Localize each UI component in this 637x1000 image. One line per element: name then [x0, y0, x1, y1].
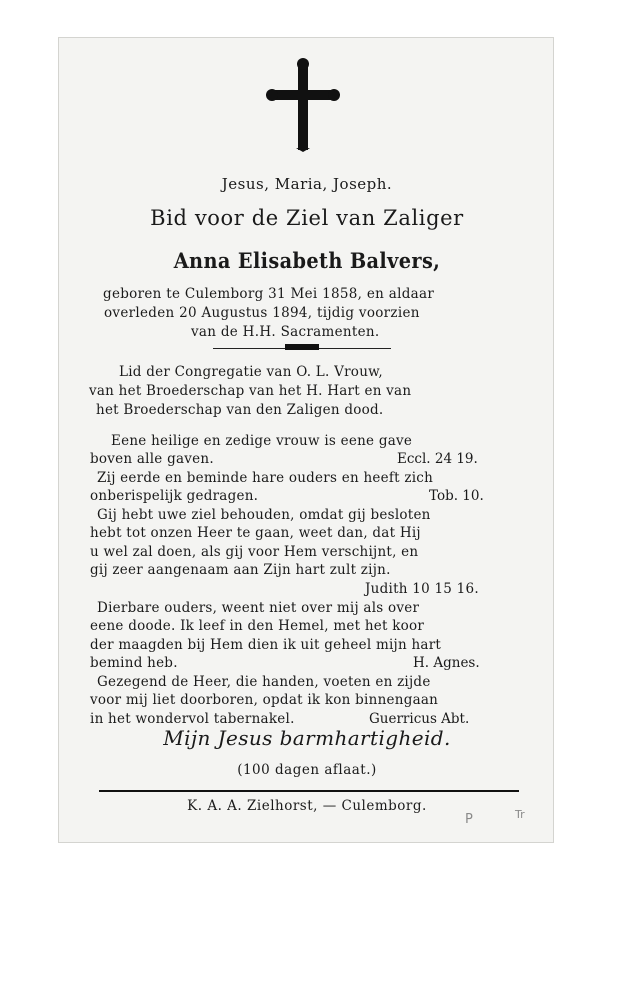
text-line: Gezegend de Heer, die handen, voeten en zijde — [97, 674, 431, 690]
separator-right — [319, 348, 391, 349]
separator-ornament — [285, 344, 319, 350]
text-line: u wel zal doen, als gij voor Hem verschijnt, en — [90, 544, 419, 560]
membership-line-2: van het Broederschap van het H. Hart en van — [89, 383, 412, 399]
text-line: der maagden bij Hem dien ik uit geheel mijn hart — [90, 637, 442, 653]
indulgence: (100 dagen aflaat.) — [237, 762, 377, 778]
deceased-name: Anna Elisabeth Balvers, — [173, 248, 441, 273]
memorial-card — [58, 37, 554, 843]
membership-line-1: Lid der Congregatie van O. L. Vrouw, — [119, 364, 383, 380]
text-line: Zij eerde en beminde hare ouders en heeft zich — [97, 470, 434, 486]
text-line: in het wondervol tabernakel. — [90, 711, 295, 727]
text-line: eene doode. Ik leef in den Hemel, met het koor — [90, 618, 425, 634]
text-line: hebt tot onzen Heer te gaan, weet dan, dat Hij — [90, 525, 421, 541]
text-line: Gij hebt uwe ziel behouden, omdat gij besloten — [97, 507, 431, 523]
ejaculation: Mijn Jesus barmhartigheid. — [163, 726, 451, 750]
text-line: Eene heilige en zedige vrouw is eene gave — [111, 433, 413, 449]
prayer-heading: Bid voor de Ziel van Zaliger — [150, 206, 464, 230]
text-line: gij zeer aangenaam aan Zijn hart zult zijn. — [90, 562, 391, 578]
birth-line-3: van de H.H. Sacramenten. — [191, 324, 380, 340]
text-line: onberispelijk gedragen. — [90, 488, 259, 504]
reference-eccl: Eccl. 24 19. — [397, 451, 478, 467]
birth-line-2: overleden 20 Augustus 1894, tijdig voorzien — [104, 305, 420, 321]
separator-left — [213, 348, 285, 349]
text-line: boven alle gaven. — [90, 451, 214, 467]
invocation: Jesus, Maria, Joseph. — [221, 175, 393, 193]
pencil-note-left: P — [465, 812, 473, 827]
footer-rule — [99, 790, 519, 792]
text-line: voor mij liet doorboren, opdat ik kon binnengaan — [90, 692, 439, 708]
reference-judith: Judith 10 15 16. — [365, 581, 479, 597]
membership-line-3: het Broederschap van den Zaligen dood. — [96, 402, 384, 418]
text-line: Dierbare ouders, weent niet over mij als over — [97, 600, 420, 616]
reference-agnes: H. Agnes. — [413, 655, 480, 671]
text-line: bemind heb. — [90, 655, 178, 671]
reference-tob: Tob. 10. — [429, 488, 484, 504]
reference-guerricus: Guerricus Abt. — [369, 711, 470, 727]
cross-icon — [266, 56, 340, 152]
birth-line-1: geboren te Culemborg 31 Mei 1858, en aldaar — [103, 286, 435, 302]
printer-imprint: K. A. A. Zielhorst, — Culemborg. — [187, 798, 427, 814]
pencil-note-right: Tr — [515, 808, 525, 821]
